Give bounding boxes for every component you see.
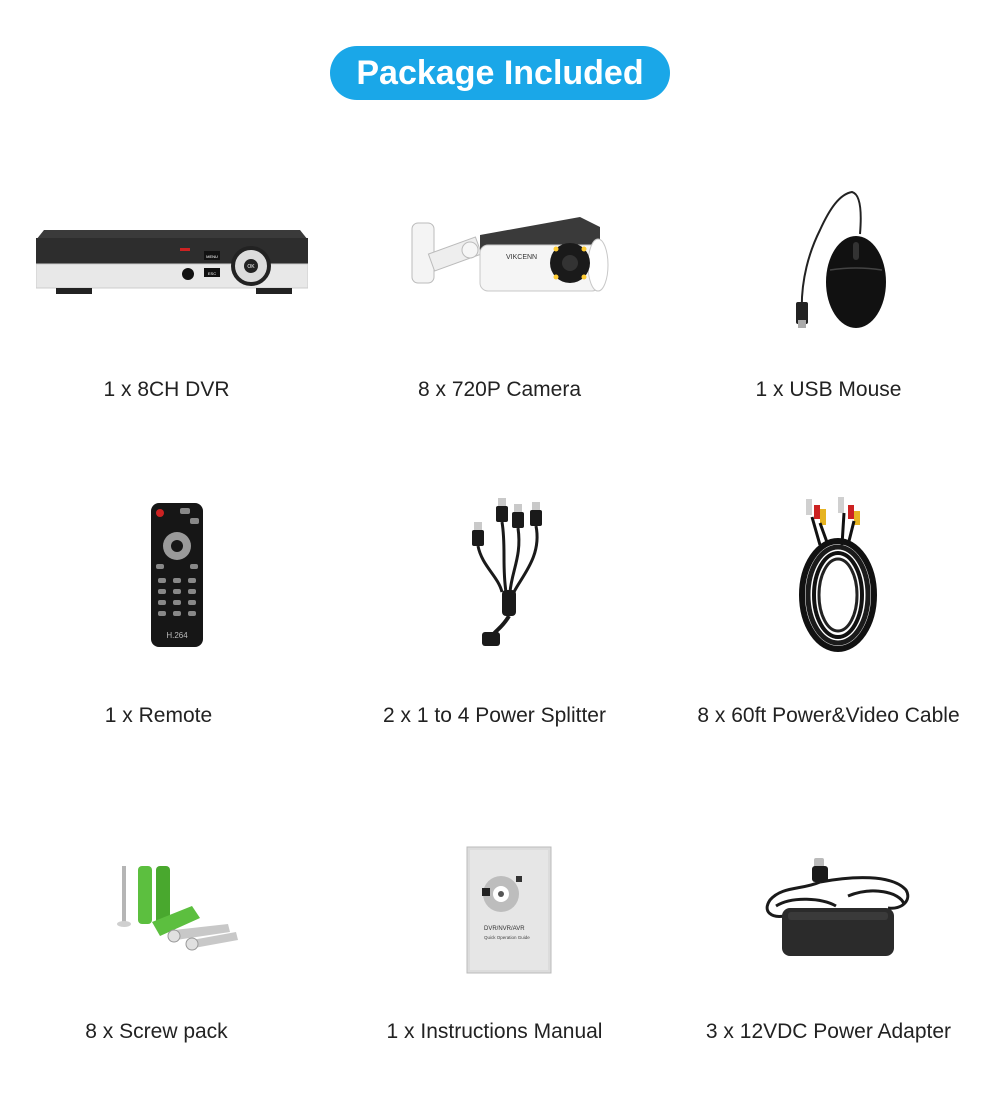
dvr-menu-label: MENU — [206, 254, 218, 259]
item-label: 8 x 720P Camera — [417, 378, 582, 401]
item-label: 1 x 8CH DVR — [103, 378, 230, 401]
item-label: 8 x 60ft Power&Video Cable — [697, 704, 960, 727]
manual-icon — [466, 846, 552, 974]
power-adapter-icon — [762, 856, 912, 960]
manual-subtitle-label: Quick Operation Guide — [484, 935, 530, 940]
page-title: Package Included — [330, 46, 670, 100]
item-label: 1 x USB Mouse — [755, 378, 902, 401]
cable-coil-icon — [798, 495, 878, 657]
dvr-ok-label: OK — [247, 264, 255, 270]
dvr-icon — [36, 222, 308, 296]
usb-mouse-icon — [790, 190, 890, 330]
manual-title-label: DVR/NVR/AVR — [484, 926, 525, 932]
item-label: 8 x Screw pack — [85, 1020, 228, 1043]
item-label: 3 x 12VDC Power Adapter — [705, 1020, 952, 1043]
dvr-esc-label: ESC — [207, 271, 217, 276]
item-label: 2 x 1 to 4 Power Splitter — [383, 704, 606, 727]
remote-control-icon — [150, 502, 204, 648]
power-splitter-icon — [462, 496, 552, 652]
screw-pack-icon — [108, 858, 240, 958]
item-label: 1 x Instructions Manual — [386, 1020, 603, 1043]
remote-codec-label: H.264 — [166, 631, 188, 640]
bullet-camera-icon — [410, 205, 610, 305]
item-label: 1 x Remote — [104, 704, 213, 727]
camera-brand-label: VIKCENN — [506, 254, 538, 261]
